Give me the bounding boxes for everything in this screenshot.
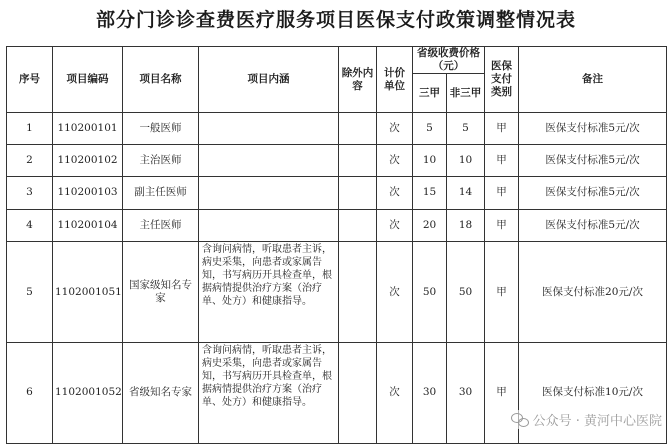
- cell-seq: 6: [7, 343, 53, 444]
- table-row: [7, 242, 667, 343]
- cell-non-tier3: 50: [447, 242, 485, 343]
- cell-non-tier3: 5: [447, 113, 485, 144]
- header-row-1: [7, 47, 667, 74]
- cell-content: 含询问病情，听取患者主诉，病史采集，向患者或家属告知，书写病历开具检查单，根据病情提供治疗方案（治疗单、处方）和健康指导。: [199, 343, 339, 444]
- cell-tier3: 5: [413, 113, 447, 144]
- cell-content: 含询问病情，听取患者主诉，病史采集，向患者或家属告知，书写病历开具检查单，根据病情提供治疗方案（治疗单、处方）和健康指导。: [199, 242, 339, 343]
- cell-remark: 医保支付标准5元/次: [519, 144, 667, 177]
- cell-content: [199, 209, 339, 242]
- header-unit: 计价单位: [377, 47, 413, 113]
- cell-category: 甲: [485, 343, 519, 444]
- cell-remark: 医保支付标准5元/次: [519, 209, 667, 242]
- cell-non-tier3: 18: [447, 209, 485, 242]
- header-remark: 备注: [519, 47, 667, 113]
- cell-tier3: 30: [413, 343, 447, 444]
- cell-code: 1102001052: [53, 343, 123, 444]
- cell-code: 1102001051: [53, 242, 123, 343]
- header-category: 医保支付类别: [485, 47, 519, 113]
- policy-table: [6, 46, 667, 444]
- wechat-icon: [511, 413, 529, 427]
- cell-remark: 医保支付标准10元/次: [519, 343, 667, 444]
- cell-exclusion: [339, 144, 377, 177]
- header-exclusion: 除外内容: [339, 47, 377, 113]
- cell-remark: 医保支付标准20元/次: [519, 242, 667, 343]
- cell-tier3: 20: [413, 209, 447, 242]
- document-title: 部分门诊诊查费医疗服务项目医保支付政策调整情况表: [95, 9, 576, 31]
- header-code: 项目编码: [53, 47, 123, 113]
- cell-content: [199, 113, 339, 144]
- cell-exclusion: [339, 177, 377, 210]
- cell-non-tier3: 14: [447, 177, 485, 210]
- table-row: [7, 144, 667, 177]
- cell-unit: 次: [377, 144, 413, 177]
- table-row: [7, 113, 667, 144]
- cell-non-tier3: 30: [447, 343, 485, 444]
- watermark-text: 公众号 · 黄河中心医院: [532, 414, 662, 429]
- cell-remark: 医保支付标准5元/次: [519, 113, 667, 144]
- cell-unit: 次: [377, 113, 413, 144]
- cell-seq: 2: [7, 144, 53, 177]
- cell-name: 一般医师: [123, 113, 199, 144]
- cell-exclusion: [339, 242, 377, 343]
- cell-category: 甲: [485, 209, 519, 242]
- cell-name: 国家级知名专家: [123, 242, 199, 343]
- cell-seq: 3: [7, 177, 53, 210]
- cell-name: 主治医师: [123, 144, 199, 177]
- header-price-group: 省级收费价格（元）: [413, 47, 485, 74]
- cell-tier3: 15: [413, 177, 447, 210]
- cell-non-tier3: 10: [447, 144, 485, 177]
- cell-code: 110200104: [53, 209, 123, 242]
- cell-category: 甲: [485, 113, 519, 144]
- cell-unit: 次: [377, 343, 413, 444]
- cell-seq: 1: [7, 113, 53, 144]
- cell-seq: 4: [7, 209, 53, 242]
- header-non-tier3: 非三甲: [447, 74, 485, 113]
- watermark: [511, 410, 662, 429]
- cell-name: 主任医师: [123, 209, 199, 242]
- cell-category: 甲: [485, 144, 519, 177]
- cell-exclusion: [339, 343, 377, 444]
- table-row: [7, 177, 667, 210]
- cell-exclusion: [339, 113, 377, 144]
- cell-content: [199, 144, 339, 177]
- cell-remark: 医保支付标准5元/次: [519, 177, 667, 210]
- cell-exclusion: [339, 209, 377, 242]
- cell-unit: 次: [377, 242, 413, 343]
- cell-category: 甲: [485, 177, 519, 210]
- cell-code: 110200102: [53, 144, 123, 177]
- cell-tier3: 10: [413, 144, 447, 177]
- cell-category: 甲: [485, 242, 519, 343]
- cell-unit: 次: [377, 209, 413, 242]
- cell-unit: 次: [377, 177, 413, 210]
- cell-name: 副主任医师: [123, 177, 199, 210]
- table-row: [7, 209, 667, 242]
- header-tier3: 三甲: [413, 74, 447, 113]
- header-name: 项目名称: [123, 47, 199, 113]
- cell-code: 110200103: [53, 177, 123, 210]
- header-content: 项目内涵: [199, 47, 339, 113]
- cell-code: 110200101: [53, 113, 123, 144]
- cell-tier3: 50: [413, 242, 447, 343]
- cell-seq: 5: [7, 242, 53, 343]
- header-seq: 序号: [7, 47, 53, 113]
- cell-content: [199, 177, 339, 210]
- cell-name: 省级知名专家: [123, 343, 199, 444]
